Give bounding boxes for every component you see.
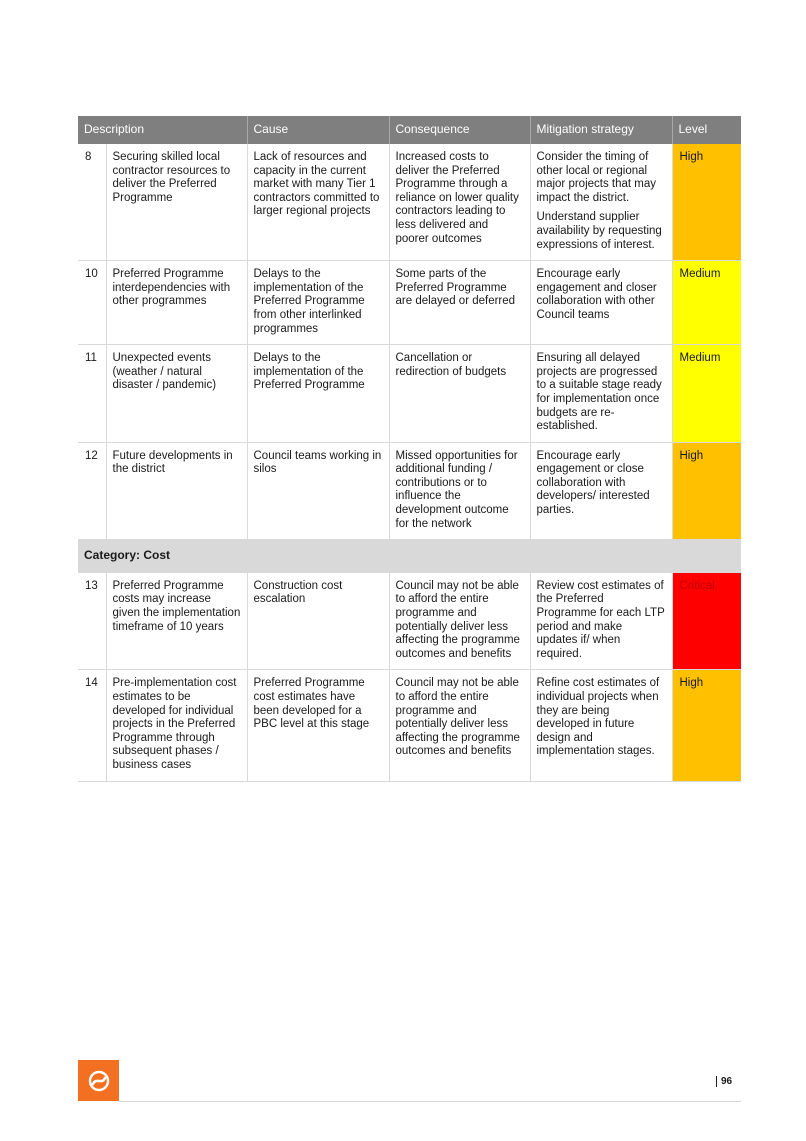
risk-level-badge: Medium [672, 345, 741, 443]
risk-cause: Construction cost escalation [247, 572, 389, 670]
risk-number: 14 [78, 670, 106, 781]
risk-mitigation [530, 442, 672, 540]
risk-consequence: Council may not be able to afford the entire programme and potentially deliver less affecting the programme outcomes and benefits [389, 670, 530, 781]
table-row [78, 144, 741, 261]
risk-description: Preferred Programme interdependencies with other programmes [106, 261, 247, 345]
risk-level-badge: High [672, 670, 741, 781]
risk-cause: Lack of resources and capacity in the current market with many Tier 1 contractors committed to larger regional projects [247, 144, 389, 261]
mitigation-paragraph: Understand supplier availability by requesting expressions of interest. [536, 211, 662, 251]
risk-mitigation [530, 670, 672, 781]
risk-level-badge: Medium [672, 261, 741, 345]
risk-mitigation [530, 345, 672, 443]
risk-description: Preferred Programme costs may increase given the implementation timeframe of 10 years [106, 572, 247, 670]
header-description: Description [78, 116, 247, 144]
table-row [78, 670, 741, 781]
risk-description: Securing skilled local contractor resources to deliver the Preferred Programme [106, 144, 247, 261]
risk-level-badge: High [672, 442, 741, 540]
risk-mitigation [530, 572, 672, 670]
risk-consequence: Council may not be able to afford the entire programme and potentially deliver less affecting the programme outcomes and benefits [389, 572, 530, 670]
risk-level-badge: Critical [672, 572, 741, 670]
risk-mitigation [530, 261, 672, 345]
risk-cause: Council teams working in silos [247, 442, 389, 540]
table-header [78, 116, 741, 144]
risk-consequence: Missed opportunities for additional funding / contributions or to influence the development outcome for the network [389, 442, 530, 540]
risk-cause: Delays to the implementation of the Preferred Programme [247, 345, 389, 443]
risk-mitigation [530, 144, 672, 261]
risk-number: 12 [78, 442, 106, 540]
mitigation-paragraph: Consider the timing of other local or regional major projects that may impact the district. [536, 151, 657, 204]
category-label: Category: Cost [78, 540, 741, 573]
risk-level-badge: High [672, 144, 741, 261]
risk-consequence: Some parts of the Preferred Programme are delayed or deferred [389, 261, 530, 345]
risk-description: Unexpected events (weather / natural disaster / pandemic) [106, 345, 247, 443]
category-row [78, 540, 741, 573]
mitigation-paragraph: Refine cost estimates of individual projects when they are being developed in future design and implementation stages. [536, 677, 660, 758]
risk-consequence: Cancellation or redirection of budgets [389, 345, 530, 443]
mitigation-paragraph: Review cost estimates of the Preferred Programme for each LTP period and make updates if/ when required. [536, 579, 665, 660]
header-level: Level [672, 116, 741, 144]
table-row [78, 261, 741, 345]
risk-description: Future developments in the district [106, 442, 247, 540]
mitigation-paragraph: Encourage early engagement and closer collaboration with other Council teams [536, 268, 657, 321]
table-row [78, 345, 741, 443]
risk-cause: Delays to the implementation of the Preferred Programme from other interlinked programmes [247, 261, 389, 345]
footer-divider [119, 1101, 741, 1102]
risk-number: 13 [78, 572, 106, 670]
table-row [78, 442, 741, 540]
risk-number: 11 [78, 345, 106, 443]
risk-description: Pre-implementation cost estimates to be developed for individual projects in the Preferred Programme through subsequent phases / business cases [106, 670, 247, 781]
risk-number: 8 [78, 144, 106, 261]
risk-register-table [78, 116, 741, 782]
mitigation-paragraph: Ensuring all delayed projects are progressed to a suitable stage ready for implementation once budgets are re-established. [536, 352, 662, 433]
swirl-logo-icon [78, 1060, 119, 1101]
risk-consequence: Increased costs to deliver the Preferred Programme through a reliance on lower quality contractors leading to less delivered and poorer outcomes [389, 144, 530, 261]
page-number: 96 [716, 1076, 732, 1087]
risk-number: 10 [78, 261, 106, 345]
risk-cause: Preferred Programme cost estimates have been developed for a PBC level at this stage [247, 670, 389, 781]
header-consequence: Consequence [389, 116, 530, 144]
header-cause: Cause [247, 116, 389, 144]
mitigation-paragraph: Encourage early engagement or close collaboration with developers/ interested parties. [536, 449, 650, 517]
table-row [78, 572, 741, 670]
header-mitigation: Mitigation strategy [530, 116, 672, 144]
